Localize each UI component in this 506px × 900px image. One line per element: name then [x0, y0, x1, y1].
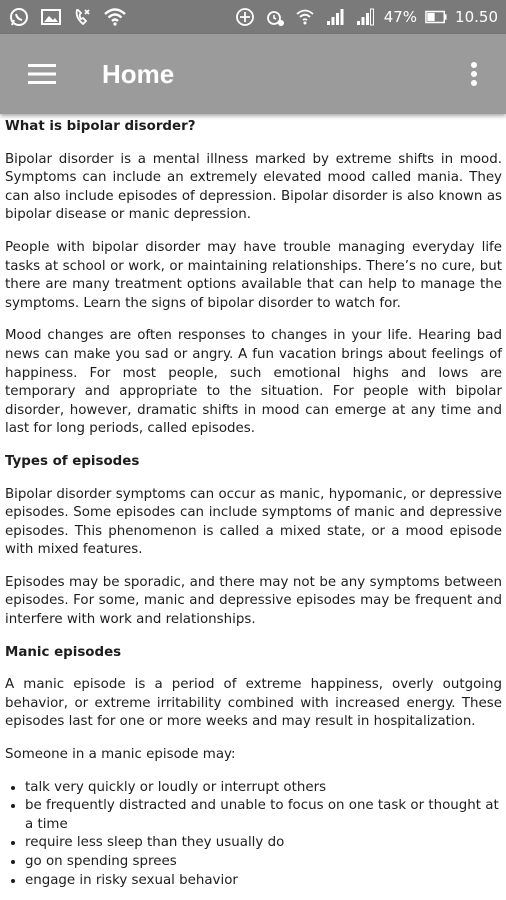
paragraph: Mood changes are often responses to changes in your life. Hearing bad news can make you sad or angry. A fun vacation brings about feelings of happiness. For most people, such emotional highs and lows are temporary and appropriate to the situation. For people with bipolar disorder, however, dramatic shifts in mood can emerge at any time and last for long periods, called episodes. — [5, 328, 502, 437]
status-time: 10.50 — [455, 8, 498, 26]
app-bar — [0, 34, 506, 114]
list-item: • require less sleep than they usually do — [25, 834, 502, 853]
section-heading: Types of episodes — [5, 453, 140, 469]
overflow-menu-button[interactable] — [454, 44, 494, 104]
list-item: • go on spending sprees — [25, 853, 502, 872]
symptom-list — [5, 779, 502, 891]
signal-icon — [354, 6, 376, 28]
list-item: • be frequently distracted and unable to focus on one task or thought at a time — [25, 797, 502, 834]
list-item: • talk very quickly or loudly or interrupt others — [25, 779, 502, 798]
wifi-icon — [104, 6, 126, 28]
gallery-icon — [40, 6, 62, 28]
whatsapp-icon — [8, 6, 30, 28]
list-item: • engage in risky sexual behavior — [25, 872, 502, 891]
battery-percent: 47% — [383, 8, 418, 26]
alarm-icon — [264, 6, 286, 28]
status-bar-notifications — [8, 6, 126, 28]
paragraph: People with bipolar disorder may have trouble managing everyday life tasks at school or work, or maintaining relationships. There’s no cure, but there are many treatment options available that can help to manage the symptoms. Learn the signs of bipolar disorder to watch for. — [5, 239, 502, 311]
data-saver-icon — [234, 6, 256, 28]
wifi-calling-icon — [294, 6, 316, 28]
paragraph: Bipolar disorder is a mental illness marked by extreme shifts in mood. Symptoms can include an extremely elevated mood called mania. They can also include episodes of depression. Bipolar disorder is also known as bipolar disease or manic depression. — [5, 151, 502, 223]
paragraph: A manic episode is a period of extreme happiness, overly outgoing behavior, or extreme irritability combined with increased energy. These episodes last for one or more weeks and may result in hospitalization. — [5, 677, 502, 730]
section-heading: Manic episodes — [5, 644, 122, 660]
status-bar — [0, 0, 506, 34]
signal-icon — [324, 6, 346, 28]
paragraph: Episodes may be sporadic, and there may not be any symptoms between episodes. For some, manic and depressive episodes may be frequent and interfere with work and relationships. — [5, 574, 502, 628]
paragraph: Bipolar disorder symptoms can occur as manic, hypomanic, or depressive episodes. Some episodes can include symptoms of manic and depressive episodes. This phenomenon is called a mixed state, or a mood episode with mixed features. — [5, 486, 502, 558]
status-bar-system — [234, 6, 498, 28]
missed-call-icon — [72, 6, 94, 28]
hamburger-menu-icon — [28, 63, 56, 85]
battery-icon — [425, 6, 447, 28]
more-vertical-icon — [470, 61, 478, 87]
menu-button[interactable] — [12, 44, 72, 104]
article-content — [0, 114, 506, 890]
paragraph: Someone in a manic episode may: — [5, 747, 236, 763]
section-heading: What is bipolar disorder? — [5, 119, 196, 134]
page-title: Home — [102, 58, 175, 89]
